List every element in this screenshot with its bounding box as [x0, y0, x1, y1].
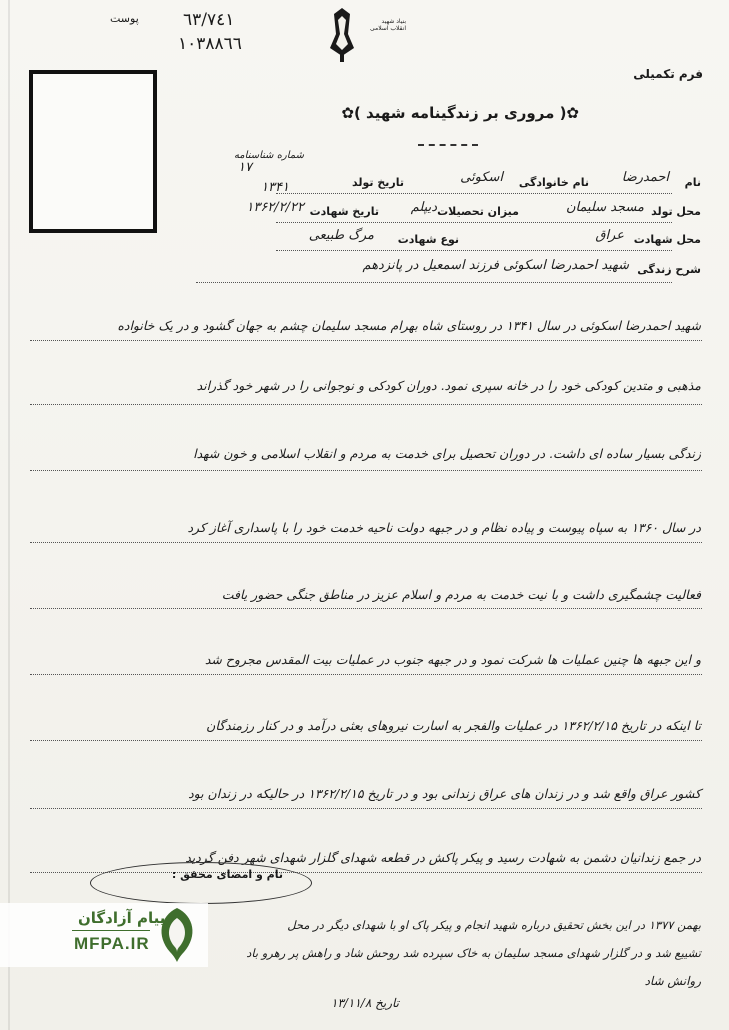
education-value: دیپلم — [410, 200, 437, 215]
life-value: شهید احمدرضا اسکوئی فرزند اسمعیل در پانزدهم — [362, 258, 629, 273]
row-3-rule — [276, 250, 672, 252]
narrative-line: زندگی بسیار ساده ای داشت. در دوران تحصیل برای خدمت به مردم و انقلاب اسلامی و خون شهدا — [193, 446, 701, 461]
martyrdom-type-value: مرگ طبیعی — [308, 228, 374, 243]
narrative-line: و این جبهه ها چنین عملیات ها شرکت نمود و در جبهه جنوب در عملیات بیت المقدس مجروح شد — [204, 652, 701, 667]
logo-divider — [72, 930, 150, 931]
martyrdom-place-label: محل شهادت — [633, 233, 701, 246]
page-title: ✿( مروری بر زندگینامه شهید )✿ — [341, 104, 579, 122]
family-value: اسکوئی — [460, 170, 503, 185]
birthplace-label: محل تولد — [651, 205, 701, 218]
martyrdom-type-label: نوع شهادت — [397, 233, 459, 246]
narrative-line: تا اینکه در تاریخ ۱۳۶۲/۲/۱۵ در عملیات والفجر به اسارت نیروهای بعثی درآمد و در کنار رزمندگان — [206, 718, 701, 733]
id-value: ۱۷ — [238, 160, 252, 175]
row-4-rule — [196, 282, 672, 284]
logo-name: پیام آزادگان — [78, 909, 166, 927]
martyrdom-date-value: ۱۳۶۲/۲/۲۲ — [246, 200, 304, 215]
post-label: پوست — [110, 12, 139, 25]
lower-note: تشییع شد و در گلزار شهدای مسجد سلیمان به خاک سپرده شد روحش شاد و راهش پر رهرو باد — [246, 946, 701, 960]
narrative-line: شهید احمدرضا اسکوئی در سال ۱۳۴۱ در روستای شاه بهرام مسجد سلیمان چشم به جهان گشود و در یک خانواده — [117, 318, 701, 333]
row-2-rule — [276, 222, 672, 224]
narrative-line: در جمع زندانیان دشمن به شهادت رسید و پیکر پاکش در قطعه شهدای گلزار شهدای شهر دفن گردید — [185, 850, 701, 865]
narrative-line: فعالیت چشمگیری داشت و با نیت خدمت به مردم و اسلام عزیز در مناطق جنگی حضور یافت — [221, 587, 701, 602]
registration-number-1: ٦٣/٧٤١ — [183, 10, 235, 30]
martyrdom-place-value: عراق — [595, 228, 624, 243]
emblem-icon — [320, 4, 364, 64]
lower-note: بهمن ۱۳۷۷ در این بخش تحقیق درباره شهید انجام و پیکر پاک او با شهدای دیگر در محل — [287, 918, 701, 932]
narrative-rule — [30, 674, 702, 676]
registration-number-2: ١٠٣٨٨٦٦ — [178, 34, 242, 54]
narrative-line: کشور عراق واقع شد و در زندان های عراق زندانی بود و در تاریخ ۱۳۶۲/۲/۱۵ در حالیکه در زندان بود — [188, 786, 701, 801]
birthplace-value: مسجد سلیمان — [565, 200, 644, 215]
narrative-rule — [30, 542, 702, 544]
martyrdom-date-label: تاریخ شهادت — [309, 205, 379, 218]
narrative-rule — [30, 808, 702, 810]
logo-site: MFPA.IR — [74, 934, 150, 953]
form-tag: فرم تکمیلی — [633, 67, 703, 81]
narrative-rule — [30, 404, 702, 406]
birth-date-value: ۱۳۴۱ — [261, 180, 289, 195]
life-label: شرح زندگی — [637, 263, 701, 276]
photo-placeholder — [29, 70, 157, 233]
registration-stamp — [30, 0, 280, 60]
narrative-line: در سال ۱۳۶۰ به سپاه پیوست و پیاده نظام و در جبهه دولت ناحیه خدمت خود را با پاسداری آغاز کرد — [187, 520, 701, 535]
narrative-rule — [30, 340, 702, 342]
family-label: نام خانوادگی — [518, 176, 589, 189]
title-underline — [418, 144, 478, 148]
first-name-label: نام — [684, 176, 701, 189]
birth-date-label: تاریخ تولد — [352, 176, 404, 189]
narrative-rule — [30, 740, 702, 742]
first-name-value: احمدرضا — [621, 170, 669, 185]
id-label: شماره شناسنامه — [233, 150, 304, 161]
emblem-caption: بنیاد شهید انقلاب اسلامی — [370, 18, 406, 32]
narrative-rule — [30, 470, 702, 472]
narrative-line: مذهبی و متدین کودکی خود را در خانه سپری نمود. دوران کودکی و نوجوانی را در شهر خود گذراند — [196, 378, 701, 393]
paper-fold — [8, 0, 10, 1030]
row-1-rule — [276, 193, 672, 195]
narrative-rule — [30, 608, 702, 610]
lower-note-date: تاریخ ۱۳/۱۱/۸ — [330, 996, 399, 1010]
researcher-label: نام و امضای محقق : — [171, 868, 283, 881]
education-label: میزان تحصیلات — [437, 205, 519, 218]
lower-note: روانش شاد — [644, 974, 701, 988]
